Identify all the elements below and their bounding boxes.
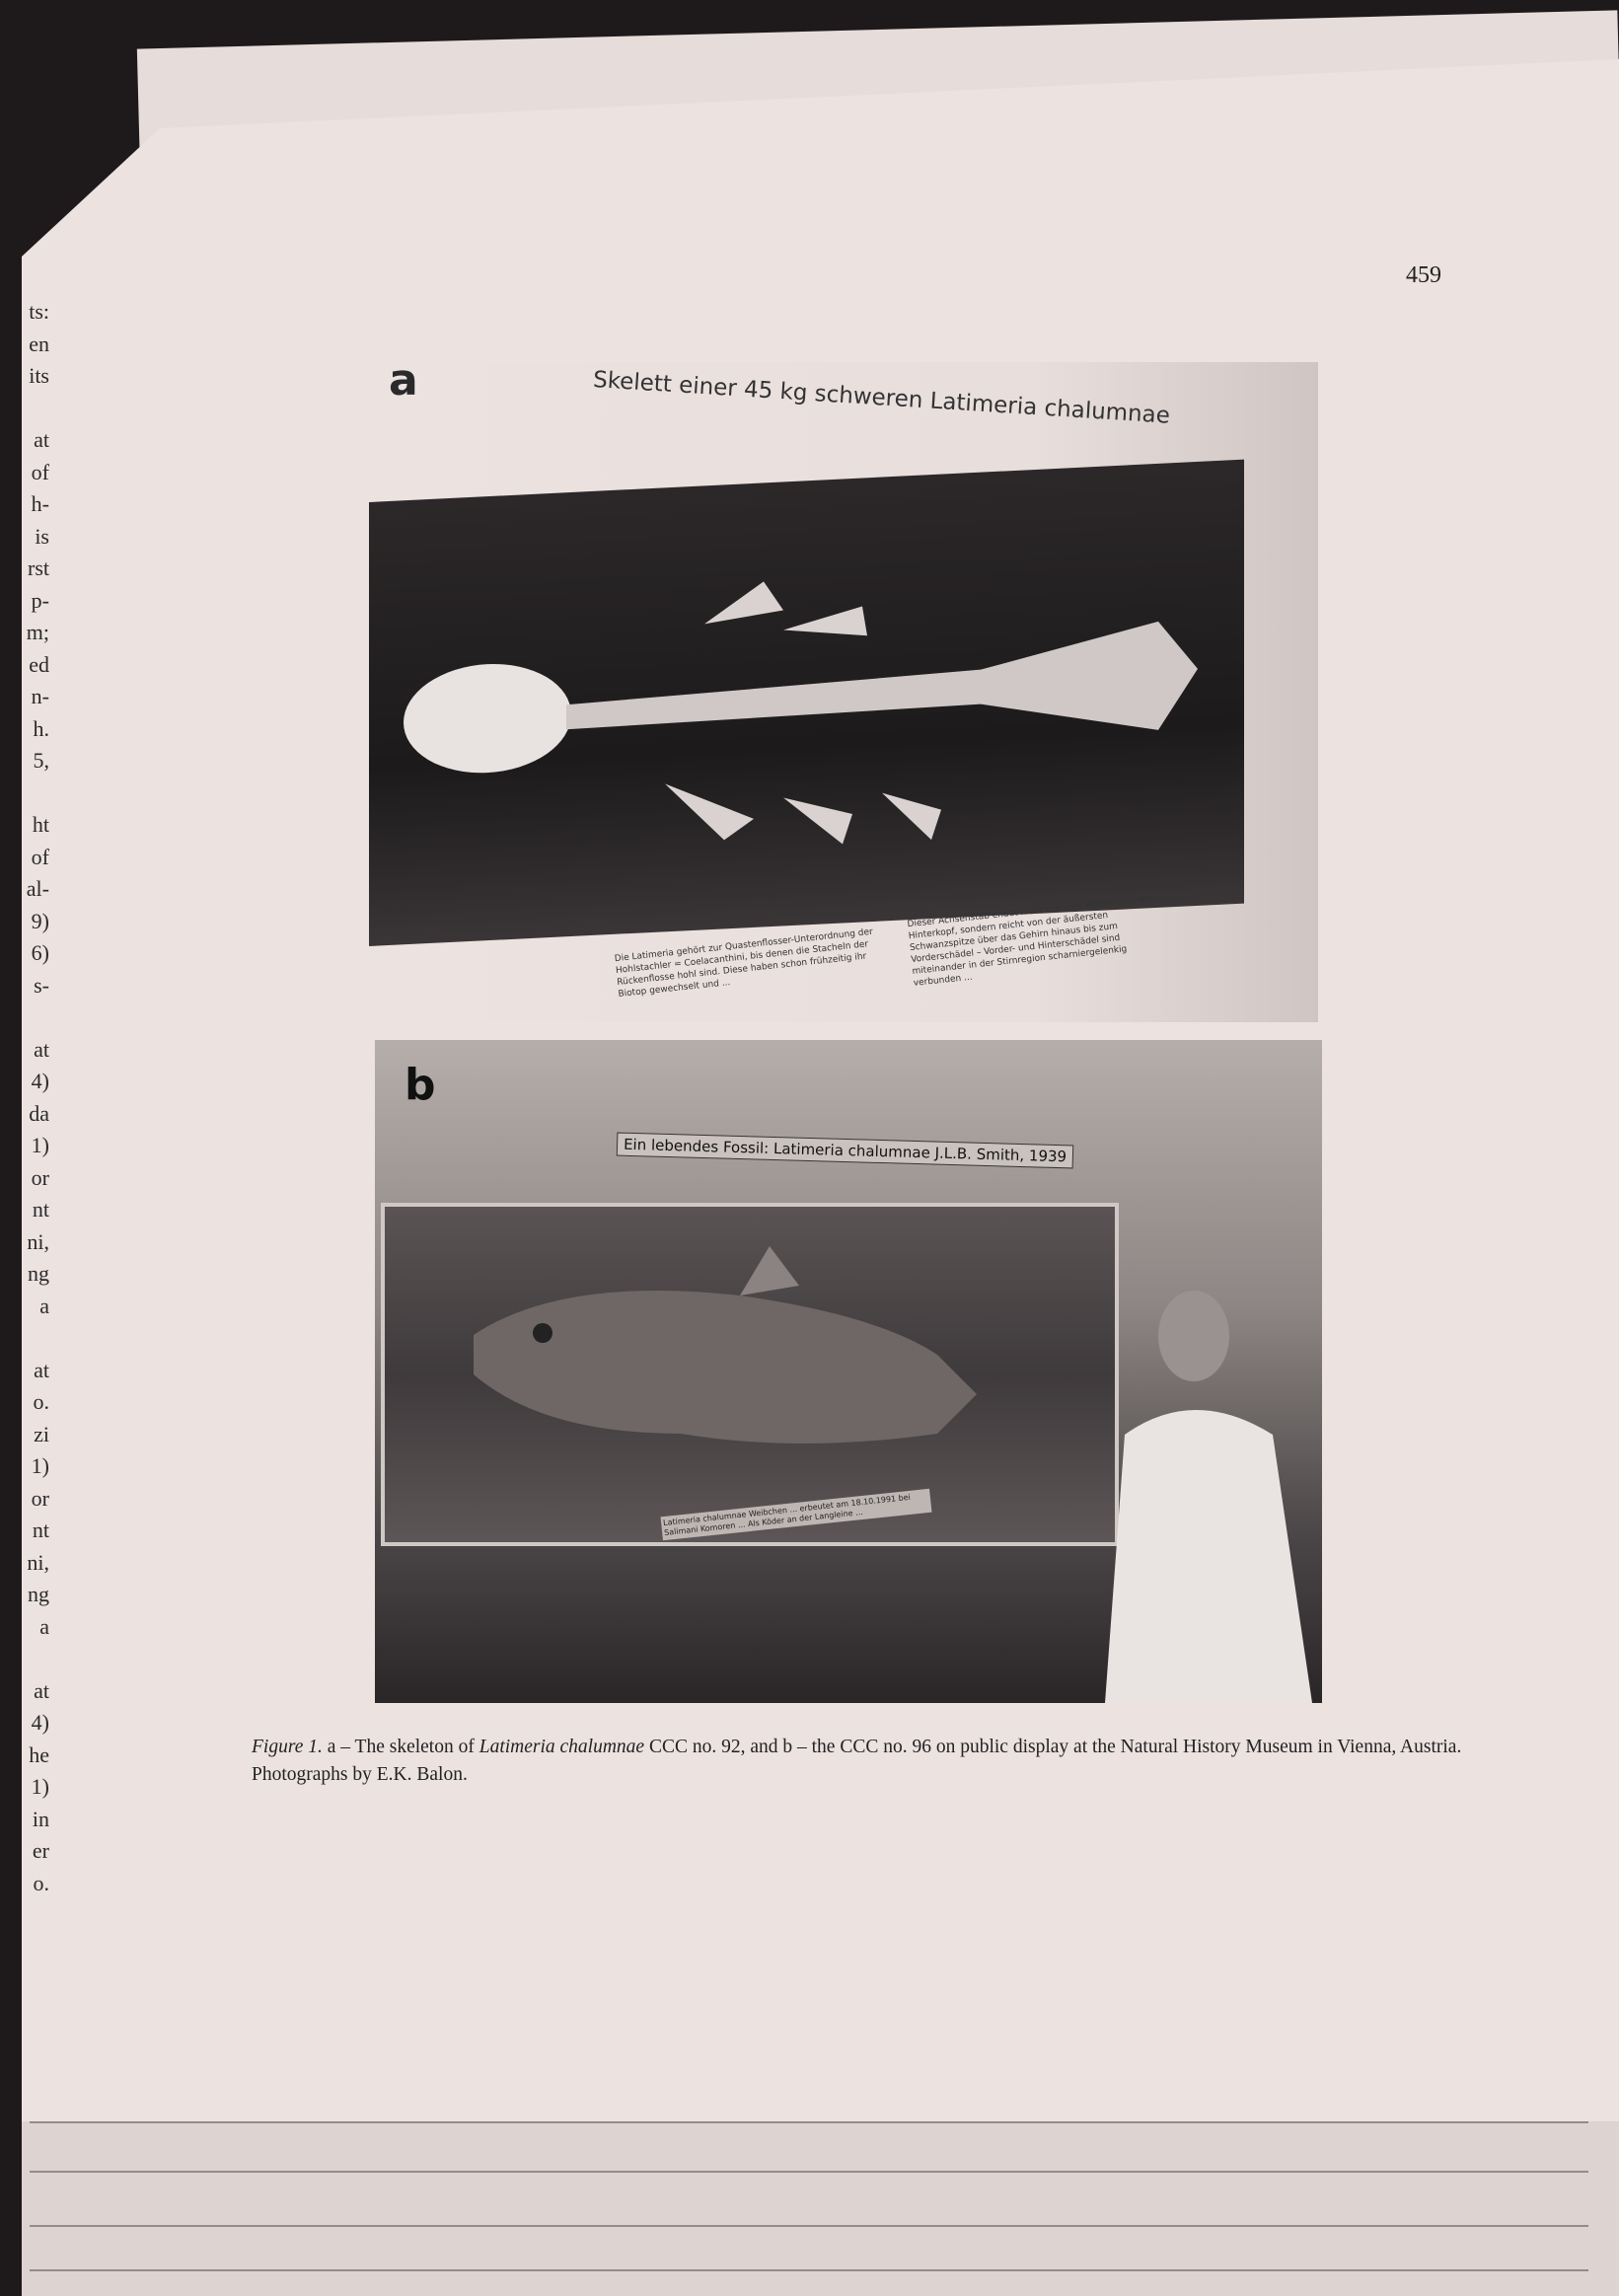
page-edge <box>30 2269 1588 2271</box>
page-edge <box>30 2225 1588 2227</box>
display-case <box>369 460 1244 946</box>
margin-fragment: ht <box>32 812 49 837</box>
figure-caption <box>252 1734 1465 1789</box>
margin-fragment: at <box>34 1677 49 1703</box>
panel-b-label: b <box>405 1060 436 1110</box>
margin-fragment: in <box>32 1806 49 1831</box>
margin-fragment: p- <box>31 587 49 613</box>
margin-fragment: of <box>31 459 49 484</box>
margin-fragment: 1) <box>31 1133 49 1157</box>
margin-fragment: of <box>31 844 49 869</box>
margin-fragment: ng <box>28 1261 49 1286</box>
margin-fragment: zi <box>34 1421 49 1446</box>
margin-fragment: 4) <box>31 1710 49 1735</box>
margin-fragment: is <box>35 523 49 549</box>
margin-fragment <box>4 1643 49 1675</box>
caption-species: Latimeria chalumnae <box>478 1737 645 1757</box>
margin-fragment: its <box>29 363 49 388</box>
margin-fragment: he <box>29 1741 49 1767</box>
margin-fragment: at <box>34 1357 49 1382</box>
skeleton-plaque-right: Dieser Achsenstab endet nicht wie eine Wirbelsäule am Hinterkopf, sondern reicht von der äußersten Schwanzspitze über das Gehirn hinaus bis zum Vorderschädel – Vorder- und Hinterschädel sind miteinander in der Stirnregion scharniergelenkig verbunden ... <box>907 894 1154 989</box>
margin-fragment <box>4 1322 49 1355</box>
page-edge <box>30 2171 1588 2173</box>
margin-fragment: 5, <box>33 748 49 773</box>
figure-panel-a-photo <box>369 362 1318 1022</box>
margin-fragment <box>4 778 49 810</box>
skeleton-sign-title: Skelett einer 45 kg schweren Latimeria chalumnae <box>592 367 1171 429</box>
margin-fragment: o. <box>33 1389 49 1414</box>
margin-fragment: h- <box>31 491 49 516</box>
margin-fragment: a <box>39 1293 49 1318</box>
margin-fragment: rst <box>28 555 49 580</box>
coelacanth-skeleton-illustration <box>369 460 1244 946</box>
margin-fragment: or <box>31 1164 49 1190</box>
margin-fragment: s- <box>34 972 49 998</box>
exhibit-sign: Ein lebendes Fossil: Latimeria chalumnae J.L.B. Smith, 1939 <box>617 1133 1074 1169</box>
margin-fragment: ni, <box>27 1549 49 1575</box>
person-figure <box>1085 1277 1322 1703</box>
caption-text: a – The skeleton of <box>322 1737 479 1757</box>
margin-fragment: nt <box>32 1197 49 1222</box>
coelacanth-specimen-illustration <box>385 1207 1115 1542</box>
margin-fragment: o. <box>33 1870 49 1895</box>
margin-fragment <box>4 1001 49 1034</box>
margin-fragment: 1) <box>31 1453 49 1478</box>
margin-fragment: 1) <box>31 1774 49 1799</box>
margin-fragment: or <box>31 1485 49 1511</box>
margin-fragment <box>4 393 49 425</box>
caption-text: CCC no. 92, and b – the CCC no. 96 on public display at the Natural History Museum in Vienna, Austria. Photographs by E.K. Balon. <box>252 1737 1462 1785</box>
margin-fragment: h. <box>33 715 49 741</box>
margin-fragment: 6) <box>31 940 49 965</box>
specimen-plaque: Latimeria chalumnae Weibchen ... erbeutet am 18.10.1991 bei Salimani Komoren ... Als Köder an der Langleine ... <box>660 1489 931 1541</box>
margin-fragment: m; <box>26 620 49 644</box>
margin-fragment: nt <box>32 1518 49 1542</box>
skeleton-plaque-left: Die Latimeria gehört zur Quastenflosser-Unterordnung der Hohlstachler = Coelacanthini, bis denen die Stacheln der Rückenflosse hohl sind. Diese haben schon frühzeitig ihr Biotop gewechselt und ... <box>614 926 874 1000</box>
underlying-page-bottom <box>22 2102 1619 2296</box>
page-edge <box>30 2121 1588 2123</box>
margin-fragment: 4) <box>31 1069 49 1093</box>
previous-page-margin-text <box>4 296 49 1899</box>
margin-fragment: a <box>39 1613 49 1639</box>
panel-a-label: a <box>389 355 418 406</box>
display-tank <box>381 1203 1119 1546</box>
margin-fragment: er <box>32 1838 49 1863</box>
margin-fragment: ed <box>29 651 49 677</box>
margin-fragment: n- <box>31 684 49 708</box>
margin-fragment: ni, <box>27 1228 49 1254</box>
margin-fragment: ts: <box>29 299 49 324</box>
margin-fragment: da <box>29 1100 49 1126</box>
caption-label: Figure 1. <box>252 1737 323 1757</box>
margin-fragment: al- <box>26 876 49 901</box>
margin-fragment: 9) <box>31 908 49 933</box>
margin-fragment: at <box>34 1036 49 1062</box>
margin-fragment: at <box>34 427 49 452</box>
page-number: 459 <box>1406 262 1441 288</box>
figure-panel-b-photo <box>375 1040 1322 1703</box>
margin-fragment: ng <box>28 1582 49 1606</box>
margin-fragment: en <box>29 331 49 356</box>
